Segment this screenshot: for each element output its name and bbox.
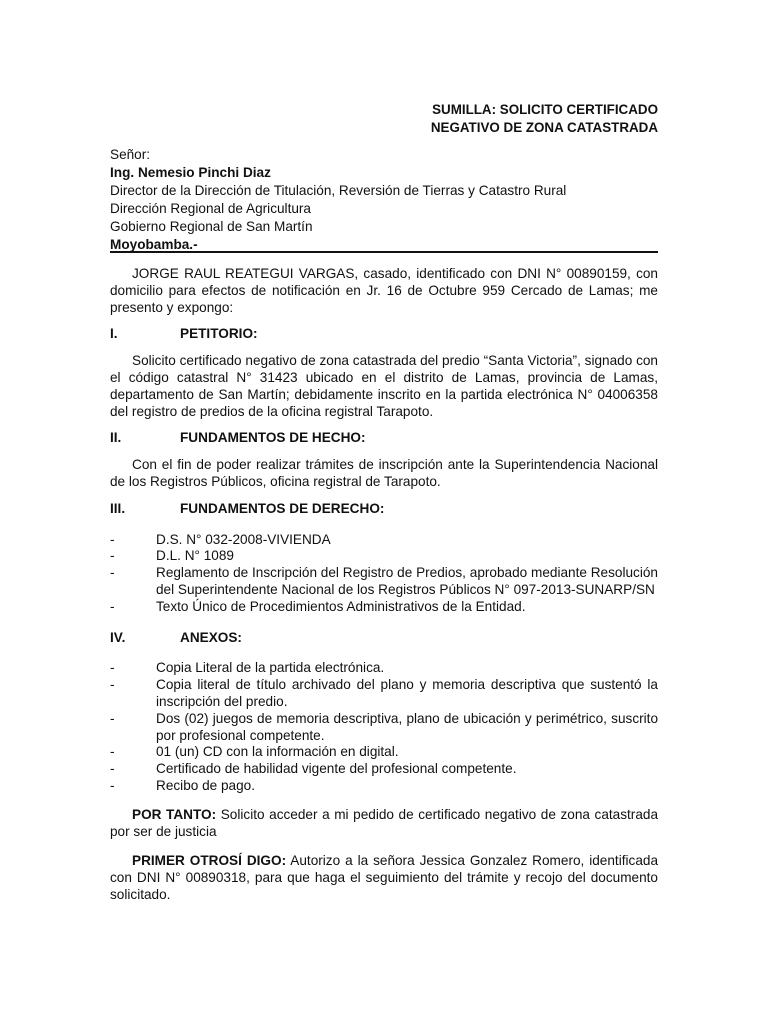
list-item-text: D.S. N° 032-2008-VIVIENDA [156, 531, 331, 547]
section-number: II. [110, 430, 122, 446]
list-item [110, 548, 658, 565]
otrosi-label: PRIMER OTROSÍ DIGO: [132, 853, 287, 869]
addressee-line-2: Dirección Regional de Agricultura [110, 201, 311, 216]
addressee-block [110, 146, 658, 254]
list-item [110, 711, 658, 745]
list-dash: - [110, 598, 115, 614]
section-number: IV. [110, 629, 126, 645]
list-item-text: Texto Único de Procedimientos Administrativos de la Entidad. [156, 598, 526, 614]
section-heading-hecho [110, 430, 658, 447]
otrosi-text: Autorizo a la señora Jessica Gonzalez Romero, identificada con DNI N° 00890318, para que haga el seguimiento del trámite y recojo del documento solicitado. [110, 853, 658, 902]
list-item [110, 565, 658, 599]
section-number: III. [110, 500, 126, 516]
list-item [110, 660, 658, 677]
section-heading-petitorio [110, 326, 658, 343]
list-item-text: Certificado de habilidad vigente del profesional competente. [156, 761, 517, 777]
list-item-text: Copia Literal de la partida electrónica. [156, 660, 385, 676]
section-heading-anexos [110, 630, 658, 647]
section-title: FUNDAMENTOS DE DERECHO: [180, 500, 385, 516]
hecho-paragraph: Con el fin de poder realizar trámites de inscripción ante la Superintendencia Nacional de los Registros Públicos, oficina registral de Tarapoto. [110, 457, 658, 489]
list-dash: - [110, 710, 115, 726]
list-item [110, 532, 658, 549]
anexos-list [110, 660, 658, 794]
list-dash: - [110, 531, 115, 547]
section-title: FUNDAMENTOS DE HECHO: [180, 430, 366, 446]
sumilla-line-1: SUMILLA: SOLICITO CERTIFICADO [432, 102, 658, 117]
list-item-text: D.L. N° 1089 [156, 548, 234, 564]
list-item [110, 744, 658, 761]
addressee-name: Ing. Nemesio Pinchi Diaz [110, 165, 271, 180]
addressee-line-1: Director de la Dirección de Titulación, Reversión de Tierras y Catastro Rural [110, 183, 567, 198]
list-dash: - [110, 677, 115, 693]
list-item [110, 778, 658, 795]
horizontal-rule [110, 251, 658, 253]
list-item [110, 761, 658, 778]
section-title: PETITORIO: [180, 326, 258, 342]
addressee-city: Moyobamba.- [110, 237, 198, 252]
section-number: I. [110, 326, 118, 342]
list-dash: - [110, 744, 115, 760]
list-dash: - [110, 660, 115, 676]
list-dash: - [110, 565, 115, 581]
list-dash: - [110, 761, 115, 777]
list-item-text: Copia literal de título archivado del plano y memoria descriptiva que sustentó la inscripción del predio. [156, 677, 658, 709]
section-heading-derecho [110, 501, 658, 518]
derecho-list [110, 532, 658, 616]
por-tanto-paragraph [110, 807, 658, 841]
list-item-text: Reglamento de Inscripción del Registro de Predios, aprobado mediante Resolución del Superintendente Nacional de los Registros Públicos N° 097-2013-SUNARP/SN [156, 565, 658, 597]
salutation: Señor: [110, 147, 151, 162]
list-item-text: 01 (un) CD con la información en digital. [156, 744, 399, 760]
list-item [110, 599, 658, 616]
addressee-line-3: Gobierno Regional de San Martín [110, 219, 313, 234]
document-body [110, 266, 658, 904]
petitorio-paragraph: Solicito certificado negativo de zona catastrada del predio “Santa Victoria”, signado con el código catastral N° 31423 ubicado en el distrito de Lamas, provincia de Lamas, departamento de San Martín; debidamente inscrito en la partida electrónica N° 04006358 del registro de predios de la oficina registral Tarapoto. [110, 353, 658, 419]
section-title: ANEXOS: [180, 629, 242, 645]
intro-paragraph: JORGE RAUL REATEGUI VARGAS, casado, identificado con DNI N° 00890159, con domicilio para efectos de notificación en Jr. 16 de Octubre 959 Cercado de Lamas; me presento y expongo: [110, 266, 658, 315]
list-item [110, 677, 658, 711]
por-tanto-text: Solicito acceder a mi pedido de certificado negativo de zona catastrada por ser de justicia [110, 806, 659, 839]
por-tanto-label: POR TANTO: [132, 806, 217, 822]
list-item-text: Recibo de pago. [156, 777, 256, 793]
list-dash: - [110, 548, 115, 564]
sumilla-line-2: NEGATIVO DE ZONA CATASTRADA [430, 120, 658, 135]
sumilla-block [380, 101, 658, 137]
list-dash: - [110, 777, 115, 793]
list-item-text: Dos (02) juegos de memoria descriptiva, plano de ubicación y perimétrico, suscrito por profesional competente. [156, 710, 658, 743]
otrosi-paragraph [110, 853, 658, 903]
